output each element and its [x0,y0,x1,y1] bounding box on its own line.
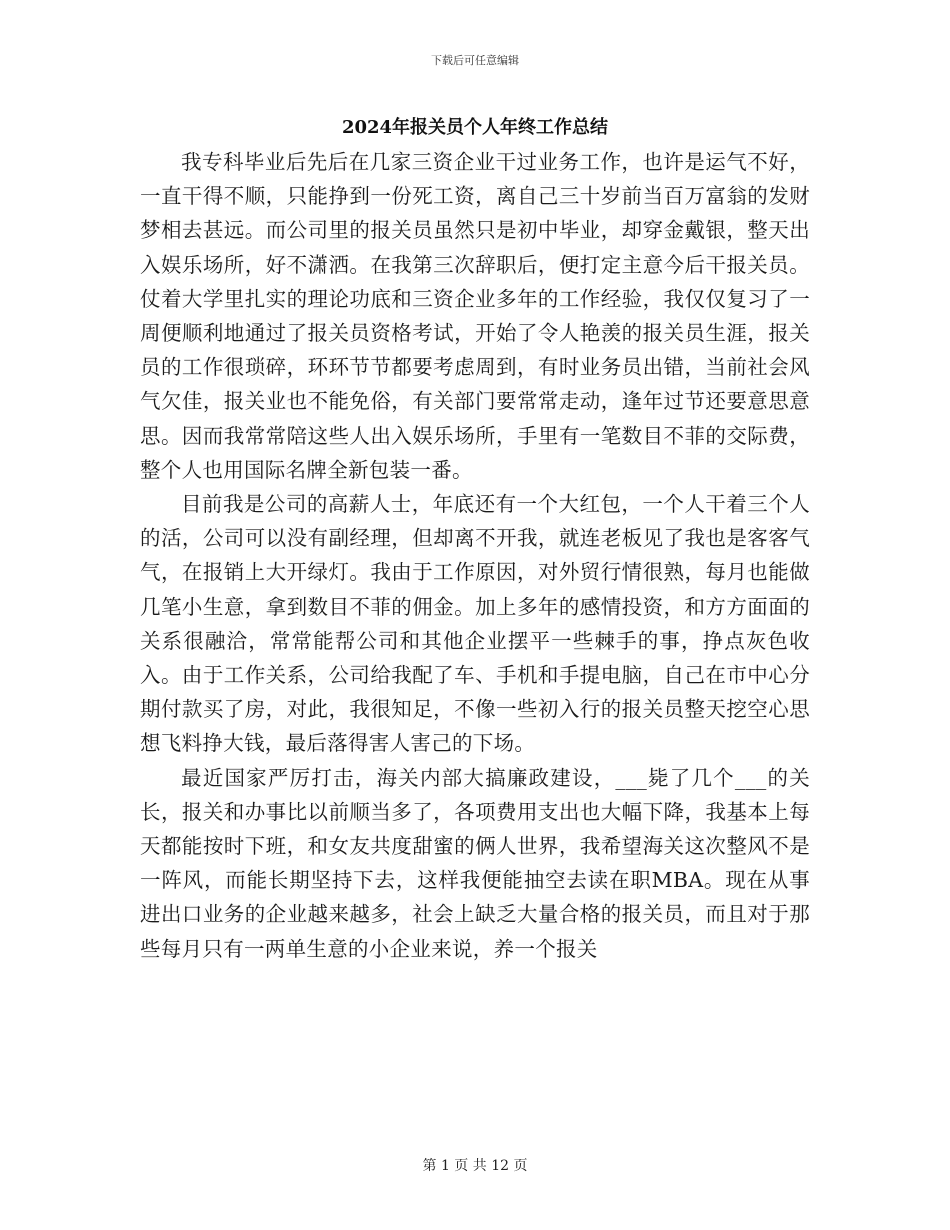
paragraph-1: 我专科毕业后先后在几家三资企业干过业务工作，也许是运气不好，一直干得不顺，只能挣到一份死工资，离自己三十岁前当百万富翁的发财梦相去甚远。而公司里的报关员虽然只是初中毕业，却穿金戴银，整天出入娱乐场所，好不潇洒。在我第三次辞职后，便打定主意今后干报关员。仗着大学里扎实的理论功底和三资企业多年的工作经验，我仅仅复习了一周便顺利地通过了报关员资格考试，开始了令人艳羡的报关员生涯，报关员的工作很琐碎，环环节节都要考虑周到，有时业务员出错，当前社会风气欠佳，报关业也不能免俗，有关部门要常常走动，逢年过节还要意思意思。因而我常常陪这些人出入娱乐场所，手里有一笔数目不菲的交际费，整个人也用国际名牌全新包装一番。 [140,150,810,482]
document-body [140,145,810,966]
paragraph-3: 最近国家严厉打击，海关内部大搞廉政建设，___毙了几个___的关长，报关和办事比以前顺当多了，各项费用支出也大幅下降，我基本上每天都能按时下班，和女友共度甜蜜的俩人世界，我希望海关这次整风不是一阵风，而能长期坚持下去，这样我便能抽空去读在职MBA。现在从事进出口业务的企业越来越多，社会上缺乏大量合格的报关员，而且对于那些每月只有一两单生意的小企业来说，养一个报关 [140,765,810,961]
paragraph-2: 目前我是公司的高薪人士，年底还有一个大红包，一个人干着三个人的活，公司可以没有副经理，但却离不开我，就连老板见了我也是客客气气，在报销上大开绿灯。我由于工作原因，对外贸行情很熟，每月也能做几笔小生意，拿到数目不菲的佣金。加上多年的感情投资，和方方面面的关系很融洽，常常能帮公司和其他企业摆平一些棘手的事，挣点灰色收入。由于工作关系，公司给我配了车、手机和手提电脑，自己在市中心分期付款买了房，对此，我很知足，不像一些初入行的报关员整天挖空心思想飞料挣大钱，最后落得害人害己的下场。 [140,492,810,756]
document-title: 2024年报关员个人年终工作总结 [341,117,609,138]
page-header-note: 下载后可任意编辑 [431,54,519,67]
page-number: 第 1 页 共 12 页 [422,1158,528,1174]
